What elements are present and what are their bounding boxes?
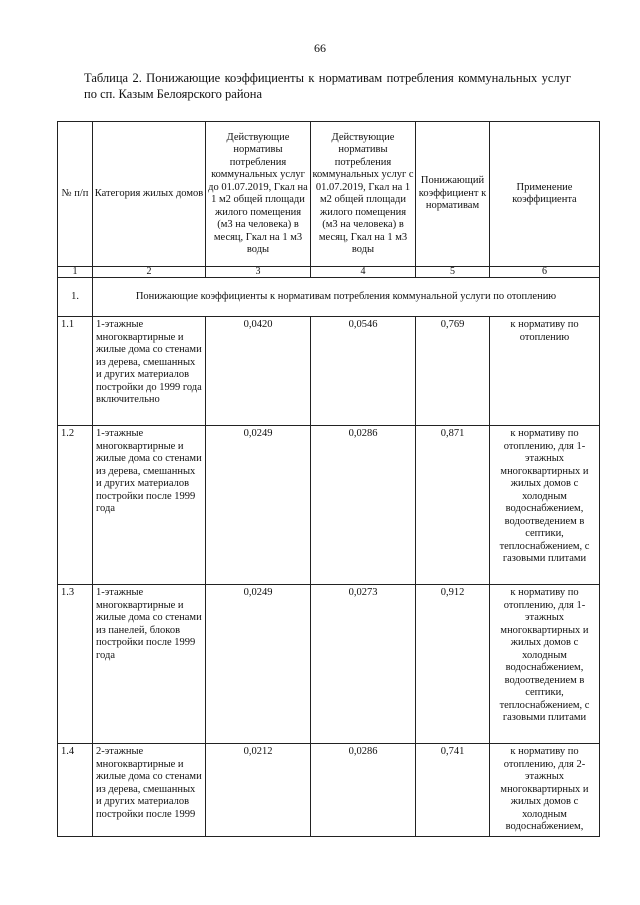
section-title: Понижающие коэффициенты к нормативам потребления коммунальной услуги по отоплению <box>93 278 600 317</box>
row-category: 1-этажные многоквартирные и жилые дома со стенами из панелей, блоков постройки после 1999 года <box>93 585 206 744</box>
header-row <box>58 122 600 267</box>
row-norm-after: 0,0286 <box>311 744 416 837</box>
coefficients-table <box>57 121 600 837</box>
header-application: Применение коэффициента <box>490 122 600 267</box>
row-coefficient: 0,871 <box>416 426 490 585</box>
row-category: 1-этажные многоквартирные и жилые дома со стенами из дерева, смешанных и других материалов постройки до 1999 года включительно <box>93 317 206 426</box>
column-number: 6 <box>490 267 600 278</box>
row-application: к нормативу по отоплению, для 1-этажных многоквартирных и жилых домов с холодным водоснабжением, водоотведением в септики, теплоснабжением, с газовыми плитами <box>490 585 600 744</box>
row-application: к нормативу по отоплению, для 2-этажных многоквартирных и жилых домов с холодным водоснабжением, <box>490 744 600 837</box>
row-norm-before: 0,0420 <box>206 317 311 426</box>
table-row <box>58 426 600 585</box>
table-row <box>58 744 600 837</box>
row-category: 1-этажные многоквартирные и жилые дома со стенами из дерева, смешанных и других материалов постройки после 1999 года <box>93 426 206 585</box>
page-number: 66 <box>314 41 326 55</box>
table-row <box>58 585 600 744</box>
row-norm-before: 0,0249 <box>206 426 311 585</box>
column-number: 1 <box>58 267 93 278</box>
table-row <box>58 317 600 426</box>
row-num: 1.1 <box>58 317 93 426</box>
row-application: к нормативу по отоплению <box>490 317 600 426</box>
row-coefficient: 0,769 <box>416 317 490 426</box>
column-number: 3 <box>206 267 311 278</box>
row-num: 1.2 <box>58 426 93 585</box>
row-norm-before: 0,0249 <box>206 585 311 744</box>
header-norm-before: Действующие нормативы потребления коммунальных услуг до 01.07.2019, Гкал на 1 м2 общей площади жилого помещения (м3 на человека) в месяц, Гкал на 1 м3 воды <box>206 122 311 267</box>
column-number: 5 <box>416 267 490 278</box>
row-num: 1.3 <box>58 585 93 744</box>
header-num: № п/п <box>58 122 93 267</box>
row-coefficient: 0,741 <box>416 744 490 837</box>
row-norm-before: 0,0212 <box>206 744 311 837</box>
row-norm-after: 0,0286 <box>311 426 416 585</box>
caption-line-1: Таблица 2. Понижающие коэффициенты к нормативам потребления коммунальных услуг <box>84 71 571 85</box>
column-number: 4 <box>311 267 416 278</box>
row-application: к нормативу по отоплению, для 1-этажных многоквартирных и жилых домов с холодным водоснабжением, водоотведением в септики, теплоснабжением, с газовыми плитами <box>490 426 600 585</box>
header-category: Категория жилых домов <box>93 122 206 267</box>
header-norm-after: Действующие нормативы потребления коммунальных услуг с 01.07.2019, Гкал на 1 м2 общей площади жилого помещения (м3 на человека) в месяц, Гкал на 1 м3 воды <box>311 122 416 267</box>
column-number: 2 <box>93 267 206 278</box>
header-coefficient: Понижающий коэффициент к нормативам <box>416 122 490 267</box>
section-num: 1. <box>58 278 93 317</box>
row-coefficient: 0,912 <box>416 585 490 744</box>
row-category: 2-этажные многоквартирные и жилые дома со стенами из дерева, смешанных и других материалов постройки после 1999 <box>93 744 206 837</box>
column-number-row <box>58 267 600 278</box>
caption-line-2: по сп. Казым Белоярского района <box>84 87 263 101</box>
section-row <box>58 278 600 317</box>
row-norm-after: 0,0273 <box>311 585 416 744</box>
row-norm-after: 0,0546 <box>311 317 416 426</box>
table-caption <box>84 70 571 102</box>
row-num: 1.4 <box>58 744 93 837</box>
